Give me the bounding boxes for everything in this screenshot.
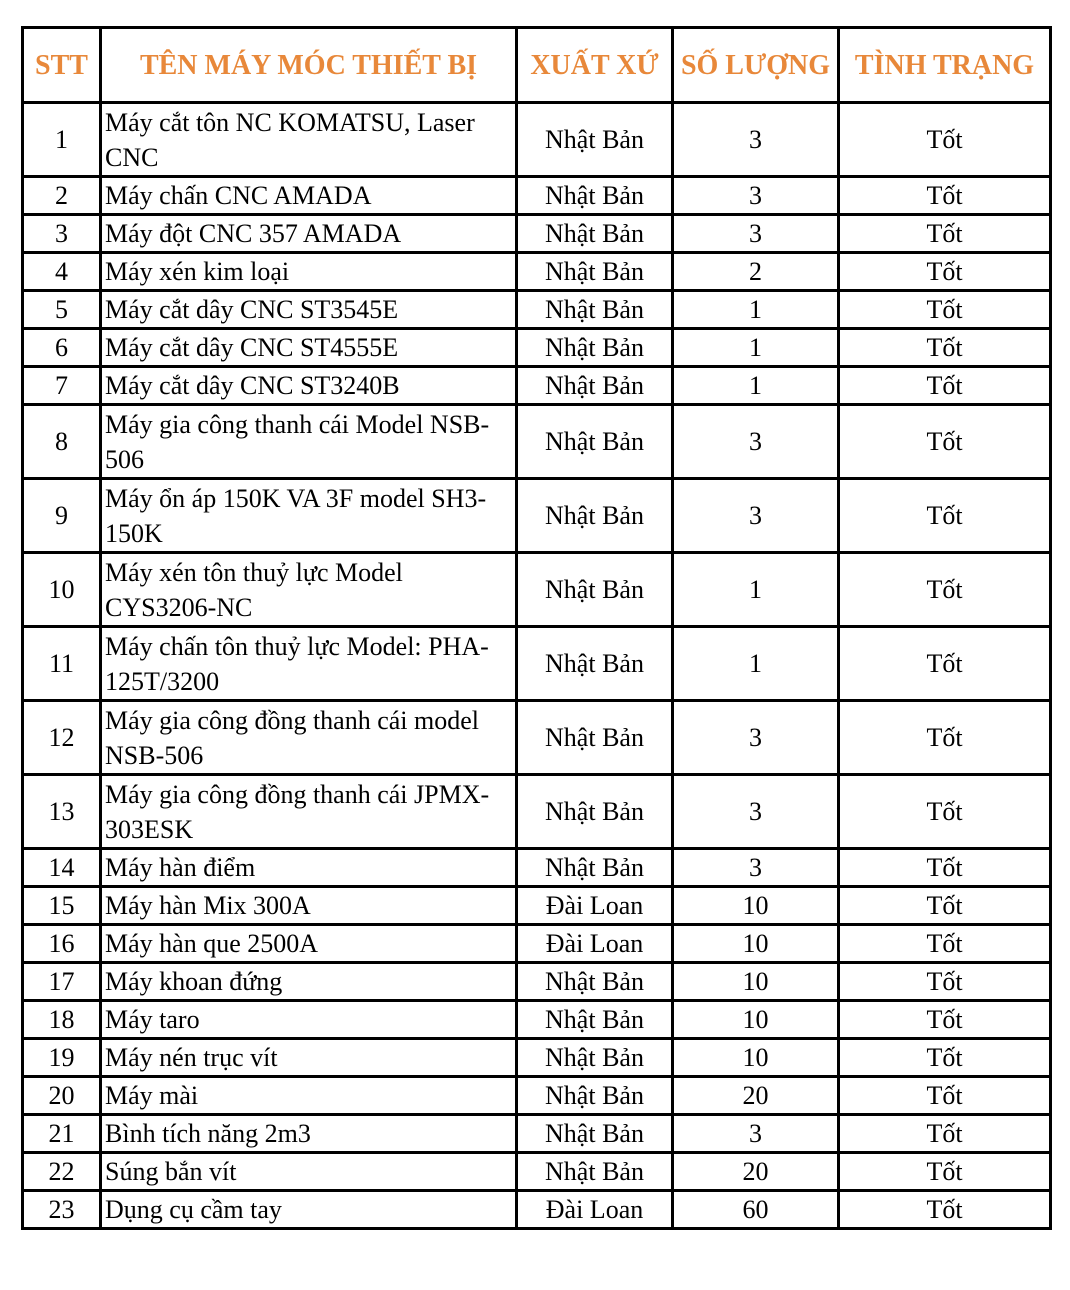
cell-quantity: 3 [673,103,839,177]
cell-name: Bình tích năng 2m3 [101,1115,517,1153]
cell-stt: 4 [23,253,101,291]
cell-origin: Nhật Bản [517,701,673,775]
table-row [23,701,1051,775]
cell-stt: 22 [23,1153,101,1191]
cell-stt: 18 [23,1001,101,1039]
cell-name: Máy cắt tôn NC KOMATSU, Laser CNC [101,103,517,177]
cell-stt: 5 [23,291,101,329]
header-name: TÊN MÁY MÓC THIẾT BỊ [101,28,517,103]
table-row [23,1115,1051,1153]
cell-status: Tốt [839,887,1051,925]
table-row [23,103,1051,177]
table-row [23,553,1051,627]
cell-origin: Nhật Bản [517,1039,673,1077]
cell-status: Tốt [839,405,1051,479]
cell-stt: 21 [23,1115,101,1153]
cell-name: Máy khoan đứng [101,963,517,1001]
cell-stt: 12 [23,701,101,775]
table-row [23,479,1051,553]
cell-name: Súng bắn vít [101,1153,517,1191]
table-row [23,215,1051,253]
cell-origin: Nhật Bản [517,1153,673,1191]
cell-stt: 19 [23,1039,101,1077]
cell-name: Máy hàn điểm [101,849,517,887]
table-row [23,1191,1051,1229]
cell-origin: Nhật Bản [517,103,673,177]
cell-origin: Nhật Bản [517,1077,673,1115]
cell-quantity: 3 [673,775,839,849]
cell-origin: Nhật Bản [517,1115,673,1153]
table-row [23,775,1051,849]
cell-stt: 9 [23,479,101,553]
cell-origin: Đài Loan [517,1191,673,1229]
table-row [23,405,1051,479]
cell-name: Máy mài [101,1077,517,1115]
cell-status: Tốt [839,329,1051,367]
cell-status: Tốt [839,1191,1051,1229]
table-row [23,1001,1051,1039]
cell-quantity: 1 [673,553,839,627]
cell-quantity: 3 [673,479,839,553]
cell-stt: 23 [23,1191,101,1229]
header-quantity: SỐ LƯỢNG [673,28,839,103]
cell-status: Tốt [839,553,1051,627]
cell-status: Tốt [839,1153,1051,1191]
cell-name: Máy chấn tôn thuỷ lực Model: PHA-125T/3200 [101,627,517,701]
cell-quantity: 20 [673,1153,839,1191]
equipment-table [21,26,1052,1230]
cell-name: Máy cắt dây CNC ST4555E [101,329,517,367]
cell-origin: Nhật Bản [517,553,673,627]
table-row [23,177,1051,215]
cell-origin: Nhật Bản [517,329,673,367]
cell-quantity: 20 [673,1077,839,1115]
cell-stt: 15 [23,887,101,925]
cell-stt: 7 [23,367,101,405]
cell-status: Tốt [839,627,1051,701]
cell-origin: Nhật Bản [517,479,673,553]
header-row [23,28,1051,103]
cell-status: Tốt [839,775,1051,849]
cell-quantity: 3 [673,405,839,479]
table-row [23,1039,1051,1077]
cell-quantity: 3 [673,701,839,775]
table-row [23,849,1051,887]
cell-stt: 10 [23,553,101,627]
cell-quantity: 1 [673,329,839,367]
cell-stt: 11 [23,627,101,701]
cell-name: Máy gia công thanh cái Model NSB-506 [101,405,517,479]
cell-quantity: 10 [673,1001,839,1039]
cell-origin: Đài Loan [517,887,673,925]
cell-name: Máy gia công đồng thanh cái model NSB-506 [101,701,517,775]
table-row [23,329,1051,367]
cell-name: Máy cắt dây CNC ST3240B [101,367,517,405]
cell-stt: 20 [23,1077,101,1115]
cell-status: Tốt [839,253,1051,291]
table-row [23,925,1051,963]
cell-origin: Nhật Bản [517,177,673,215]
cell-name: Máy hàn que 2500A [101,925,517,963]
cell-status: Tốt [839,1115,1051,1153]
table-row [23,291,1051,329]
cell-name: Máy xén tôn thuỷ lực Model CYS3206-NC [101,553,517,627]
cell-stt: 14 [23,849,101,887]
cell-quantity: 3 [673,1115,839,1153]
cell-status: Tốt [839,963,1051,1001]
cell-name: Máy taro [101,1001,517,1039]
table-row [23,367,1051,405]
cell-stt: 13 [23,775,101,849]
header-stt: STT [23,28,101,103]
cell-quantity: 10 [673,887,839,925]
cell-origin: Nhật Bản [517,291,673,329]
cell-origin: Nhật Bản [517,963,673,1001]
table-row [23,253,1051,291]
cell-status: Tốt [839,479,1051,553]
cell-origin: Nhật Bản [517,1001,673,1039]
cell-name: Dụng cụ cầm tay [101,1191,517,1229]
cell-quantity: 3 [673,849,839,887]
cell-name: Máy ổn áp 150K VA 3F model SH3-150K [101,479,517,553]
cell-name: Máy hàn Mix 300A [101,887,517,925]
cell-name: Máy cắt dây CNC ST3545E [101,291,517,329]
cell-stt: 17 [23,963,101,1001]
cell-status: Tốt [839,1039,1051,1077]
cell-quantity: 10 [673,1039,839,1077]
cell-quantity: 3 [673,215,839,253]
cell-quantity: 10 [673,925,839,963]
cell-stt: 2 [23,177,101,215]
cell-status: Tốt [839,701,1051,775]
cell-name: Máy xén kim loại [101,253,517,291]
header-status: TÌNH TRẠNG [839,28,1051,103]
cell-status: Tốt [839,103,1051,177]
cell-quantity: 60 [673,1191,839,1229]
cell-status: Tốt [839,291,1051,329]
table-row [23,887,1051,925]
cell-quantity: 1 [673,291,839,329]
cell-quantity: 3 [673,177,839,215]
cell-quantity: 2 [673,253,839,291]
cell-stt: 16 [23,925,101,963]
table-row [23,1153,1051,1191]
cell-origin: Nhật Bản [517,405,673,479]
cell-stt: 3 [23,215,101,253]
cell-origin: Đài Loan [517,925,673,963]
table-row [23,627,1051,701]
cell-stt: 1 [23,103,101,177]
cell-name: Máy chấn CNC AMADA [101,177,517,215]
cell-status: Tốt [839,925,1051,963]
cell-origin: Nhật Bản [517,215,673,253]
cell-origin: Nhật Bản [517,367,673,405]
cell-quantity: 1 [673,367,839,405]
cell-name: Máy đột CNC 357 AMADA [101,215,517,253]
cell-quantity: 1 [673,627,839,701]
cell-origin: Nhật Bản [517,849,673,887]
cell-status: Tốt [839,849,1051,887]
cell-status: Tốt [839,367,1051,405]
cell-status: Tốt [839,215,1051,253]
cell-name: Máy nén trục vít [101,1039,517,1077]
table-row [23,1077,1051,1115]
table-row [23,963,1051,1001]
cell-quantity: 10 [673,963,839,1001]
cell-stt: 6 [23,329,101,367]
cell-stt: 8 [23,405,101,479]
cell-origin: Nhật Bản [517,253,673,291]
cell-status: Tốt [839,177,1051,215]
header-origin: XUẤT XỨ [517,28,673,103]
cell-origin: Nhật Bản [517,627,673,701]
cell-name: Máy gia công đồng thanh cái JPMX-303ESK [101,775,517,849]
cell-origin: Nhật Bản [517,775,673,849]
cell-status: Tốt [839,1001,1051,1039]
cell-status: Tốt [839,1077,1051,1115]
